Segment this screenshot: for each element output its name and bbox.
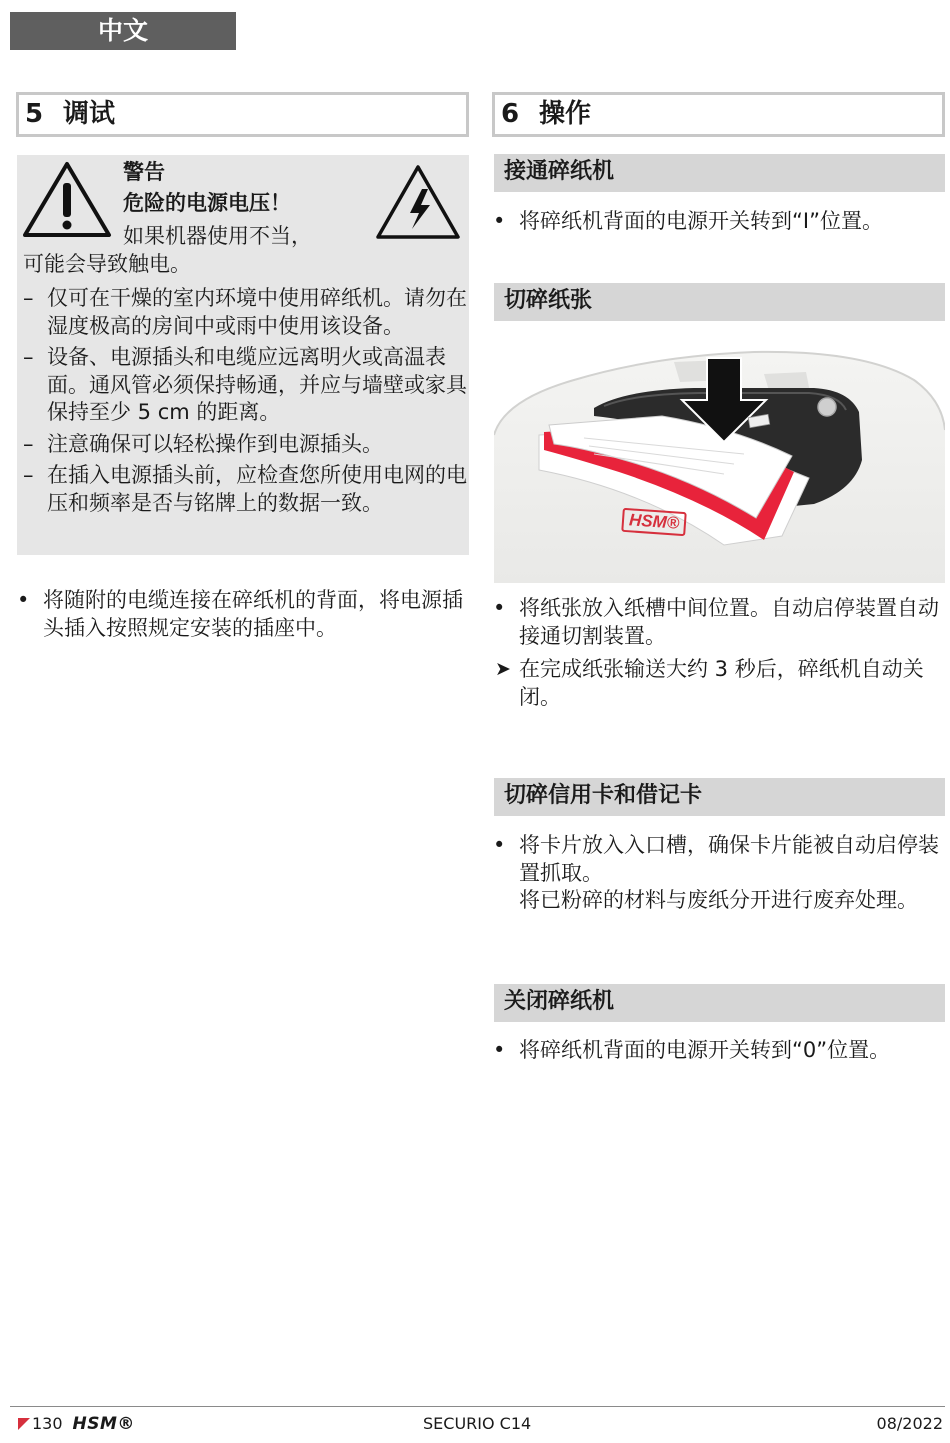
dash-marker: –	[23, 431, 34, 456]
instruction-text: 将纸张放入纸槽中间位置。自动启停装置自动接通切割装置。	[519, 596, 939, 648]
dash-marker: –	[23, 345, 34, 369]
shredder-illustration	[494, 340, 945, 583]
footer-product: SECURIO C14	[423, 1414, 532, 1433]
warning-item-text: 注意确保可以轻松操作到电源插头。	[47, 431, 383, 456]
warning-item-text: 设备、电源插头和电缆应远离明火或高温表面。通风管必须保持畅通，并应与墙壁或家具保持至少 5 cm 的距离。	[47, 345, 467, 424]
shred-paper-instruction	[493, 594, 945, 650]
switch-off-heading: 关闭碎纸机	[494, 984, 945, 1022]
section-6-heading	[492, 92, 945, 137]
shredder-image	[494, 340, 945, 583]
dash-marker: –	[23, 463, 34, 487]
warning-subtitle: 危险的电源电压！	[123, 191, 291, 215]
shred-cards-heading: 切碎信用卡和借记卡	[494, 778, 945, 816]
bullet-marker: •	[17, 588, 30, 612]
warning-box	[17, 155, 469, 555]
bullet-marker: •	[493, 833, 506, 857]
warning-triangle-icon	[21, 159, 113, 239]
instruction-text: 将随附的电缆连接在碎纸机的背面，将电源插头插入按照规定安装的插座中。	[43, 588, 463, 640]
instruction-text: 将已粉碎的材料与废纸分开进行废弃处理。	[519, 888, 918, 912]
section-title: 调试	[63, 99, 116, 129]
shred-cards-note	[493, 886, 949, 914]
warning-list	[17, 285, 469, 521]
flag-icon	[18, 1418, 30, 1430]
bullet-marker: •	[493, 596, 506, 620]
switch-on-instruction	[493, 207, 945, 235]
shred-paper-result	[493, 655, 945, 711]
footer-left	[18, 1413, 135, 1435]
result-text: 在完成纸张输送大约 3 秒后，碎纸机自动关闭。	[519, 657, 924, 709]
shred-cards-instruction	[493, 831, 945, 887]
section-title: 操作	[539, 99, 592, 129]
warning-list-item	[17, 285, 469, 340]
warning-item-text: 在插入电源插头前，应检查您所使用电网的电压和频率是否与铭牌上的数据一致。	[47, 463, 467, 515]
switch-on-heading: 接通碎纸机	[494, 154, 945, 192]
instruction-text: 将碎纸机背面的电源开关转到“I”位置。	[519, 209, 883, 233]
hsm-logo: HSM®	[621, 508, 687, 536]
arrow-marker: ➤	[495, 658, 511, 680]
shred-paper-heading: 切碎纸张	[494, 283, 945, 321]
electric-hazard-icon	[374, 163, 462, 241]
dash-marker: –	[23, 286, 34, 310]
warning-list-item	[17, 344, 469, 427]
warning-item-text: 仅可在干燥的室内环境中使用碎纸机。请勿在湿度极高的房间中或雨中使用该设备。	[47, 286, 467, 338]
warning-list-item	[17, 462, 469, 517]
instruction-text: 将碎纸机背面的电源开关转到“0”位置。	[519, 1038, 891, 1062]
section-number: 6	[501, 99, 520, 129]
switch-off-instruction	[493, 1036, 945, 1064]
section-5-heading	[16, 92, 469, 137]
bullet-marker: •	[493, 1038, 506, 1062]
instruction-text: 将卡片放入入口槽，确保卡片能被自动启停装置抓取。	[519, 833, 939, 885]
warning-title: 警告	[123, 160, 165, 184]
footer-divider	[10, 1406, 945, 1407]
bullet-marker: •	[493, 209, 506, 233]
language-tab: 中文	[10, 12, 236, 50]
footer-date: 08/2022	[876, 1414, 943, 1433]
warning-list-item	[17, 431, 469, 459]
warning-text: 如果机器使用不当，	[123, 224, 312, 248]
section-number: 5	[25, 99, 44, 129]
page-number: 130	[32, 1414, 63, 1433]
warning-text: 可能会导致触电。	[23, 252, 191, 276]
footer-brand-logo: HSM®	[72, 1414, 135, 1434]
connect-cable-instruction	[17, 586, 467, 642]
